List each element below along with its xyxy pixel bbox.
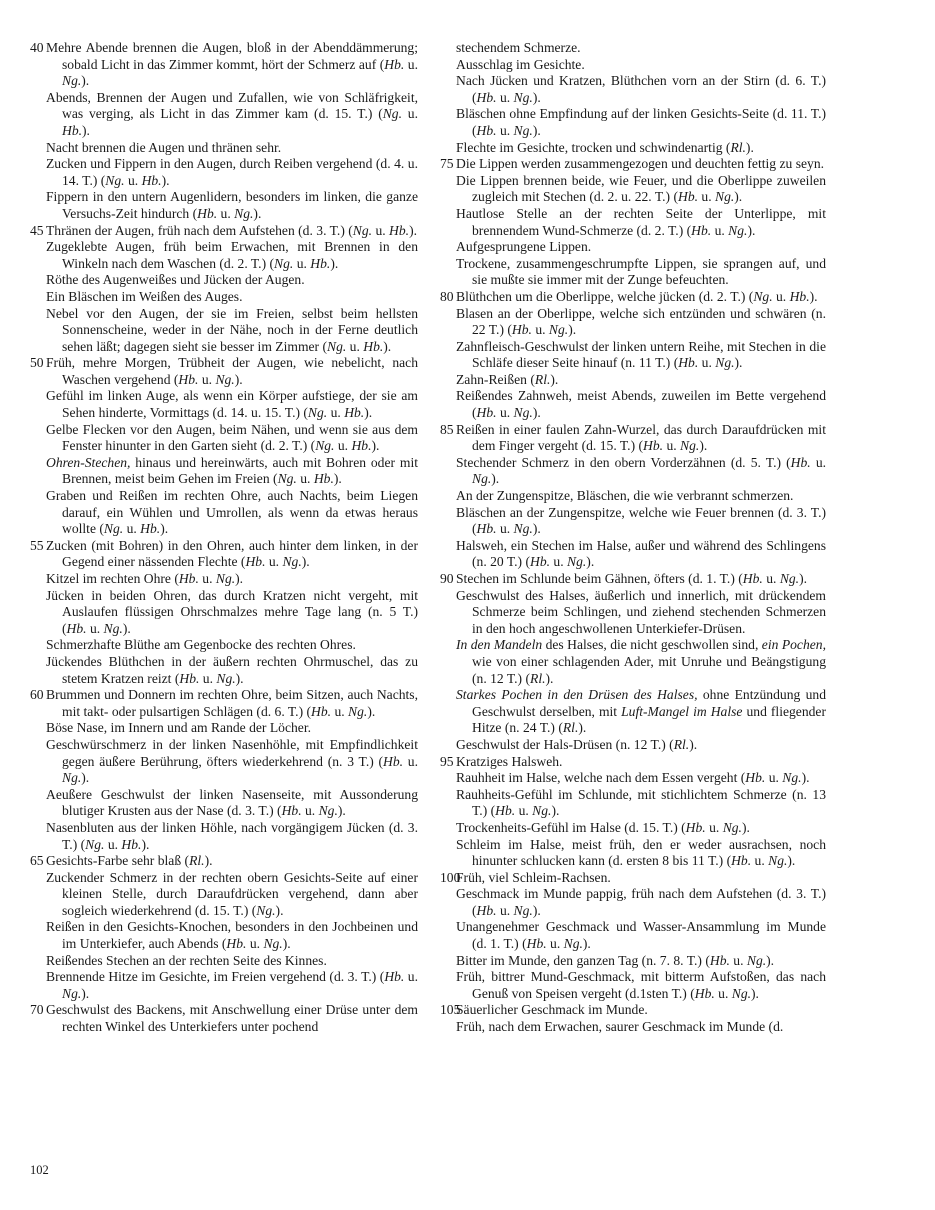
left-column [30, 40, 418, 1036]
symptom-entry [440, 770, 826, 787]
entry-number: 55 [30, 537, 44, 553]
entry-text: Ohren-Stechen, hinaus und hereinwärts, auch mit Bohren oder mit Brennen, meist beim Gehen im Freien (Ng. u. Hb.). [46, 454, 418, 487]
right-column [440, 40, 826, 1036]
entry-number: 100 [440, 869, 461, 885]
entry-text: Geschwulst der Hals-Drüsen (n. 12 T.) (Rl.). [456, 736, 698, 752]
symptom-entry [440, 339, 826, 372]
entry-text: Thränen der Augen, früh nach dem Aufstehen (d. 3. T.) (Ng. u. Hb.). [46, 222, 417, 238]
entry-text: Gelbe Flecken vor den Augen, beim Nähen, und wenn sie aus dem Fenster hinunter in den Garten sieht (d. 2. T.) (Ng. u. Hb.). [46, 421, 418, 454]
entry-text: Geschmack im Munde pappig, früh nach dem Aufstehen (d. 3. T.) (Hb. u. Ng.). [456, 886, 826, 918]
entry-text: Schmerzhafte Blüthe am Gegenbocke des rechten Ohres. [46, 637, 356, 653]
symptom-entry [440, 1002, 826, 1019]
entry-text: Brummen und Donnern im rechten Ohre, beim Sitzen, auch Nachts, mit takt- oder pulsartigen Schlägen (d. 6. T.) (Hb. u. Ng.). [46, 687, 418, 719]
symptom-entry [30, 687, 418, 720]
symptom-entry [30, 455, 418, 488]
symptom-entry [30, 289, 418, 306]
entry-text: Zuckender Schmerz in der rechten obern Gesichts-Seite auf einer kleinen Stelle, durch Daraufdrücken vergehend, dann aber sogleich wiederkehrend (d. 15. T.) (Ng.). [46, 869, 418, 918]
symptom-entry [30, 870, 418, 920]
entry-text: Stechender Schmerz in den obern Vorderzähnen (d. 5. T.) (Hb. u. Ng.). [456, 454, 827, 487]
entry-number: 60 [30, 687, 44, 703]
symptom-entry [30, 189, 418, 222]
entry-text: Flechte im Gesichte, trocken und schwindenartig (Rl.). [456, 139, 754, 155]
entry-text: Schleim im Halse, meist früh, den er weder ausrachsen, noch hinunter schlucken kann (d. ersten 8 bis 11 T.) (Hb. u. Ng.). [456, 836, 826, 869]
entry-text: Graben und Reißen im rechten Ohre, auch Nachts, beim Liegen darauf, ein Wühlen und Umrollen, als wenn da etwas heraus wollte (Ng. u. Hb.). [46, 488, 418, 537]
entry-number: 85 [440, 421, 454, 437]
symptom-entry [30, 422, 418, 455]
symptom-entry [440, 73, 826, 106]
symptom-entry [440, 737, 826, 754]
entry-text: Gefühl im linken Auge, als wenn ein Körper aufstiege, der sie am Sehen hinderte, Vormittags (d. 14. u. 15. T.) (Ng. u. Hb.). [46, 388, 418, 421]
symptom-entry [30, 488, 418, 538]
entry-text: Nebel vor den Augen, der sie im Freien, selbst beim hellsten Sonnenscheine, weder in der Nähe, noch in der Ferne deutlich sehen läßt; dagegen sieht sie besser im Zimmer (Ng. u. Hb.). [46, 305, 418, 354]
symptom-entry [440, 571, 826, 588]
entry-text: stechendem Schmerze. [456, 40, 581, 55]
symptom-entry [440, 488, 826, 505]
symptom-entry [30, 239, 418, 272]
symptom-entry [440, 256, 826, 289]
entry-text: Früh, mehre Morgen, Trübheit der Augen, wie nebelicht, nach Waschen vergehend (Hb. u. Ng.). [46, 355, 418, 387]
symptom-entry [30, 355, 418, 388]
symptom-entry [30, 654, 418, 687]
symptom-entry [30, 787, 418, 820]
entry-text: Bitter im Munde, den ganzen Tag (n. 7. 8. T.) (Hb. u. Ng.). [456, 952, 775, 968]
entry-text: Bläschen an der Zungenspitze, welche wie Feuer brennen (d. 3. T.) (Hb. u. Ng.). [456, 504, 826, 537]
entry-text: Hautlose Stelle an der rechten Seite der Unterlippe, mit brennendem Wund-Schmerze (d. 2. T.) (Hb. u. Ng.). [456, 205, 826, 238]
entry-number: 50 [30, 355, 44, 371]
entry-text: Kitzel im rechten Ohre (Hb. u. Ng.). [46, 571, 244, 586]
symptom-entry [30, 588, 418, 638]
entry-number: 70 [30, 1002, 44, 1018]
symptom-entry [30, 140, 418, 157]
entry-text: Bläschen ohne Empfindung auf der linken Gesichts-Seite (d. 11. T.) (Hb. u. Ng.). [456, 106, 826, 138]
symptom-entry [440, 306, 826, 339]
entry-number: 80 [440, 288, 454, 304]
entry-number: 105 [440, 1002, 461, 1018]
entry-text: Zugeklebte Augen, früh beim Erwachen, mit Brennen in den Winkeln nach dem Waschen (d. 2. T.) (Ng. u. Hb.). [46, 239, 418, 271]
symptom-entry [440, 886, 826, 919]
entry-text: Rauhheits-Gefühl im Schlunde, mit stichlichtem Schmerze (n. 13 T.) (Hb. u. Ng.). [456, 786, 826, 819]
symptom-entry [440, 289, 826, 306]
entry-text: Die Lippen brennen beide, wie Feuer, und die Oberlippe zuweilen zugleich mit Stechen (d. 2. u. 22. T.) (Hb. u. Ng.). [456, 172, 826, 205]
symptom-entry [440, 969, 826, 1002]
entry-number: 95 [440, 753, 454, 769]
entry-text: Nacht brennen die Augen und thränen sehr. [46, 139, 282, 155]
entry-text: Stechen im Schlunde beim Gähnen, öfters (d. 1. T.) (Hb. u. Ng.). [456, 571, 808, 586]
entry-number: 90 [440, 571, 454, 586]
symptom-entry [440, 588, 826, 638]
entry-text: Halsweh, ein Stechen im Halse, außer und während des Schlingens (n. 20 T.) (Hb. u. Ng.). [456, 537, 826, 570]
symptom-entry [440, 787, 826, 820]
symptom-entry [440, 837, 826, 870]
symptom-entry [30, 853, 418, 870]
symptom-entry [440, 422, 826, 455]
symptom-entry [30, 223, 418, 240]
entry-text: Zahn-Reißen (Rl.). [456, 371, 559, 387]
entry-text: Rauhheit im Halse, welche nach dem Essen vergeht (Hb. u. Ng.). [456, 770, 810, 786]
entry-number: 45 [30, 222, 44, 238]
entry-text: Böse Nase, im Innern und am Rande der Löcher. [46, 720, 311, 736]
symptom-entry [440, 57, 826, 74]
entry-text: Trockene, zusammengeschrumpfte Lippen, sie sprangen auf, und sie mußte sie immer mit der Zunge befeuchten. [456, 255, 826, 288]
symptom-entry [30, 637, 418, 654]
entry-text: Früh, bittrer Mund-Geschmack, mit bitterm Aufstoßen, das nach Genuß von Speisen vergeht (d.1sten T.) (Hb. u. Ng.). [456, 969, 826, 1001]
entry-text: Zahnfleisch-Geschwulst der linken untern Reihe, mit Stechen in die Schläfe dieser Seite hinauf (n. 11 T.) (Hb. u. Ng.). [456, 338, 826, 371]
entry-text: Jückendes Blüthchen in der äußern rechten Ohrmuschel, das zu stetem Kratzen reizt (Hb. u. Ng.). [46, 653, 418, 686]
symptom-entry [30, 388, 418, 421]
entry-text: Blasen an der Oberlippe, welche sich entzünden und schwären (n. 22 T.) (Hb. u. Ng.). [456, 305, 826, 338]
symptom-entry [440, 140, 826, 157]
entry-text: Früh, viel Schleim-Rachsen. [456, 869, 611, 885]
entry-text: Röthe des Augenweißes und Jücken der Augen. [46, 272, 305, 288]
entry-text: Nasenbluten aus der linken Höhle, nach vorgängigem Jücken (d. 3. T.) (Ng. u. Hb.). [46, 819, 418, 852]
entry-text: Starkes Pochen in den Drüsen des Halses, ohne Entzündung und Geschwulst derselben, mit Luft-Mangel im Halse und fliegender Hitze (n. 24 T.) (Rl.). [456, 687, 827, 736]
symptom-entry [30, 1002, 418, 1035]
entry-text: Nach Jücken und Kratzen, Blüthchen vorn an der Stirn (d. 6. T.) (Hb. u. Ng.). [456, 73, 826, 105]
symptom-entry [440, 173, 826, 206]
symptom-entry [30, 571, 418, 588]
entry-text: Reißen in einer faulen Zahn-Wurzel, das durch Daraufdrücken mit dem Finger vergeht (d. 15. T.) (Hb. u. Ng.). [456, 421, 826, 454]
symptom-entry [440, 687, 826, 737]
symptom-entry [440, 953, 826, 970]
symptom-entry [30, 306, 418, 356]
entry-text: Abends, Brennen der Augen und Zufallen, wie von Schläfrigkeit, was verging, als Licht in das Zimmer kam (d. 15. T.) (Ng. u. Hb.). [46, 89, 418, 138]
entry-text: Zucken (mit Bohren) in den Ohren, auch hinter dem linken, in der Gegend einer nässenden Flechte (Hb. u. Ng.). [46, 537, 418, 570]
symptom-entry [30, 919, 418, 952]
symptom-entry [440, 1019, 826, 1036]
symptom-entry [440, 538, 826, 571]
entry-text: Blüthchen um die Oberlippe, welche jücken (d. 2. T.) (Ng. u. Hb.). [456, 288, 818, 304]
entry-text: Aufgesprungene Lippen. [456, 239, 592, 255]
entry-text: Reißen in den Gesichts-Knochen, besonders in den Jochbeinen und im Unterkiefer, auch Abends (Hb. u. Ng.). [46, 919, 418, 952]
symptom-entry [440, 206, 826, 239]
entry-text: Geschwulst des Halses, äußerlich und innerlich, mit drückendem Schmerze beim Schlingen, und ziehend stechenden Schmerzen in den hoch angeschwollenen Unterkiefer-Drüsen. [456, 587, 826, 636]
entry-text: Brennende Hitze im Gesichte, im Freien vergehend (d. 3. T.) (Hb. u. Ng.). [46, 969, 419, 1001]
symptom-entry [30, 820, 418, 853]
entry-text: Geschwulst des Backens, mit Anschwellung einer Drüse unter dem rechten Winkel des Unterkiefers unter pochend [46, 1002, 418, 1035]
symptom-entry [30, 720, 418, 737]
entry-text: Aeußere Geschwulst der linken Nasenseite, mit Aussonderung blutiger Krusten aus der Nase (d. 3. T.) (Hb. u. Ng.). [46, 786, 418, 819]
entry-number: 40 [30, 40, 44, 55]
symptom-entry [440, 388, 826, 421]
entry-text: Früh, nach dem Erwachen, saurer Geschmack im Munde (d. [456, 1019, 784, 1035]
page-number: 102 [30, 1163, 49, 1177]
entry-text: Mehre Abende brennen die Augen, bloß in der Abenddämmerung; sobald Licht in das Zimmer kommt, hört der Schmerz auf (Hb. u. Ng.). [46, 40, 418, 89]
symptom-entry [440, 919, 826, 952]
entry-text: Gesichts-Farbe sehr blaß (Rl.). [46, 853, 213, 869]
entry-text: Unangenehmer Geschmack und Wasser-Ansammlung im Munde (d. 1. T.) (Hb. u. Ng.). [456, 919, 826, 952]
entry-text: Reißendes Zahnweh, meist Abends, zuweilen im Bette vergehend (Hb. u. Ng.). [456, 388, 826, 421]
symptom-entry [440, 870, 826, 887]
entry-text: Ein Bläschen im Weißen des Auges. [46, 288, 243, 304]
symptom-entry [440, 637, 826, 687]
entry-text: Die Lippen werden zusammengezogen und deuchten fettig zu seyn. [456, 156, 825, 172]
symptom-entry [440, 40, 826, 57]
symptom-entry [30, 272, 418, 289]
entry-text: Fippern in den untern Augenlidern, besonders im linken, die ganze Versuchs-Zeit hindurch (Hb. u. Ng.). [46, 189, 418, 221]
entry-text: An der Zungenspitze, Bläschen, die wie verbrannt schmerzen. [456, 488, 794, 504]
entry-text: Jücken in beiden Ohren, das durch Kratzen nicht vergeht, mit Auslaufen flüssigen Ohrschmalzes mehre Tage lang (n. 5 T.) (Hb. u. Ng.). [46, 587, 418, 636]
entry-text: Geschwürschmerz in der linken Nasenhöhle, mit Empfindlichkeit gegen äußere Berührung, öfters wiederkehrend (n. 3 T.) (Hb. u. Ng.). [46, 736, 419, 786]
symptom-entry [30, 40, 418, 90]
symptom-entry [440, 372, 826, 389]
symptom-entry [30, 737, 418, 787]
symptom-entry [440, 156, 826, 173]
symptom-entry [440, 754, 826, 771]
entry-number: 75 [440, 156, 454, 172]
entry-text: Zucken und Fippern in den Augen, durch Reiben vergehend (d. 4. u. 14. T.) (Ng. u. Hb.). [46, 156, 418, 188]
symptom-entry [440, 820, 826, 837]
entry-text: Reißendes Stechen an der rechten Seite des Kinnes. [46, 952, 327, 968]
symptom-entry [30, 538, 418, 571]
symptom-entry [440, 505, 826, 538]
symptom-entry [30, 969, 418, 1002]
symptom-entry [440, 455, 826, 488]
entry-text: Säuerlicher Geschmack im Munde. [456, 1002, 648, 1018]
symptom-entry [30, 90, 418, 140]
entry-text: Trockenheits-Gefühl im Halse (d. 15. T.) (Hb. u. Ng.). [456, 819, 750, 835]
entry-number: 65 [30, 853, 44, 869]
entry-text: In den Mandeln des Halses, die nicht geschwollen sind, ein Pochen, wie von einer schlagenden Ader, mit Unruhe und Beängstigung (n. 12 T.) (Rl.). [456, 637, 826, 686]
entry-text: Kratziges Halsweh. [456, 753, 563, 769]
entry-text: Ausschlag im Gesichte. [456, 56, 585, 72]
symptom-entry [440, 106, 826, 139]
symptom-entry [30, 156, 418, 189]
symptom-entry [30, 953, 418, 970]
symptom-entry [440, 239, 826, 256]
